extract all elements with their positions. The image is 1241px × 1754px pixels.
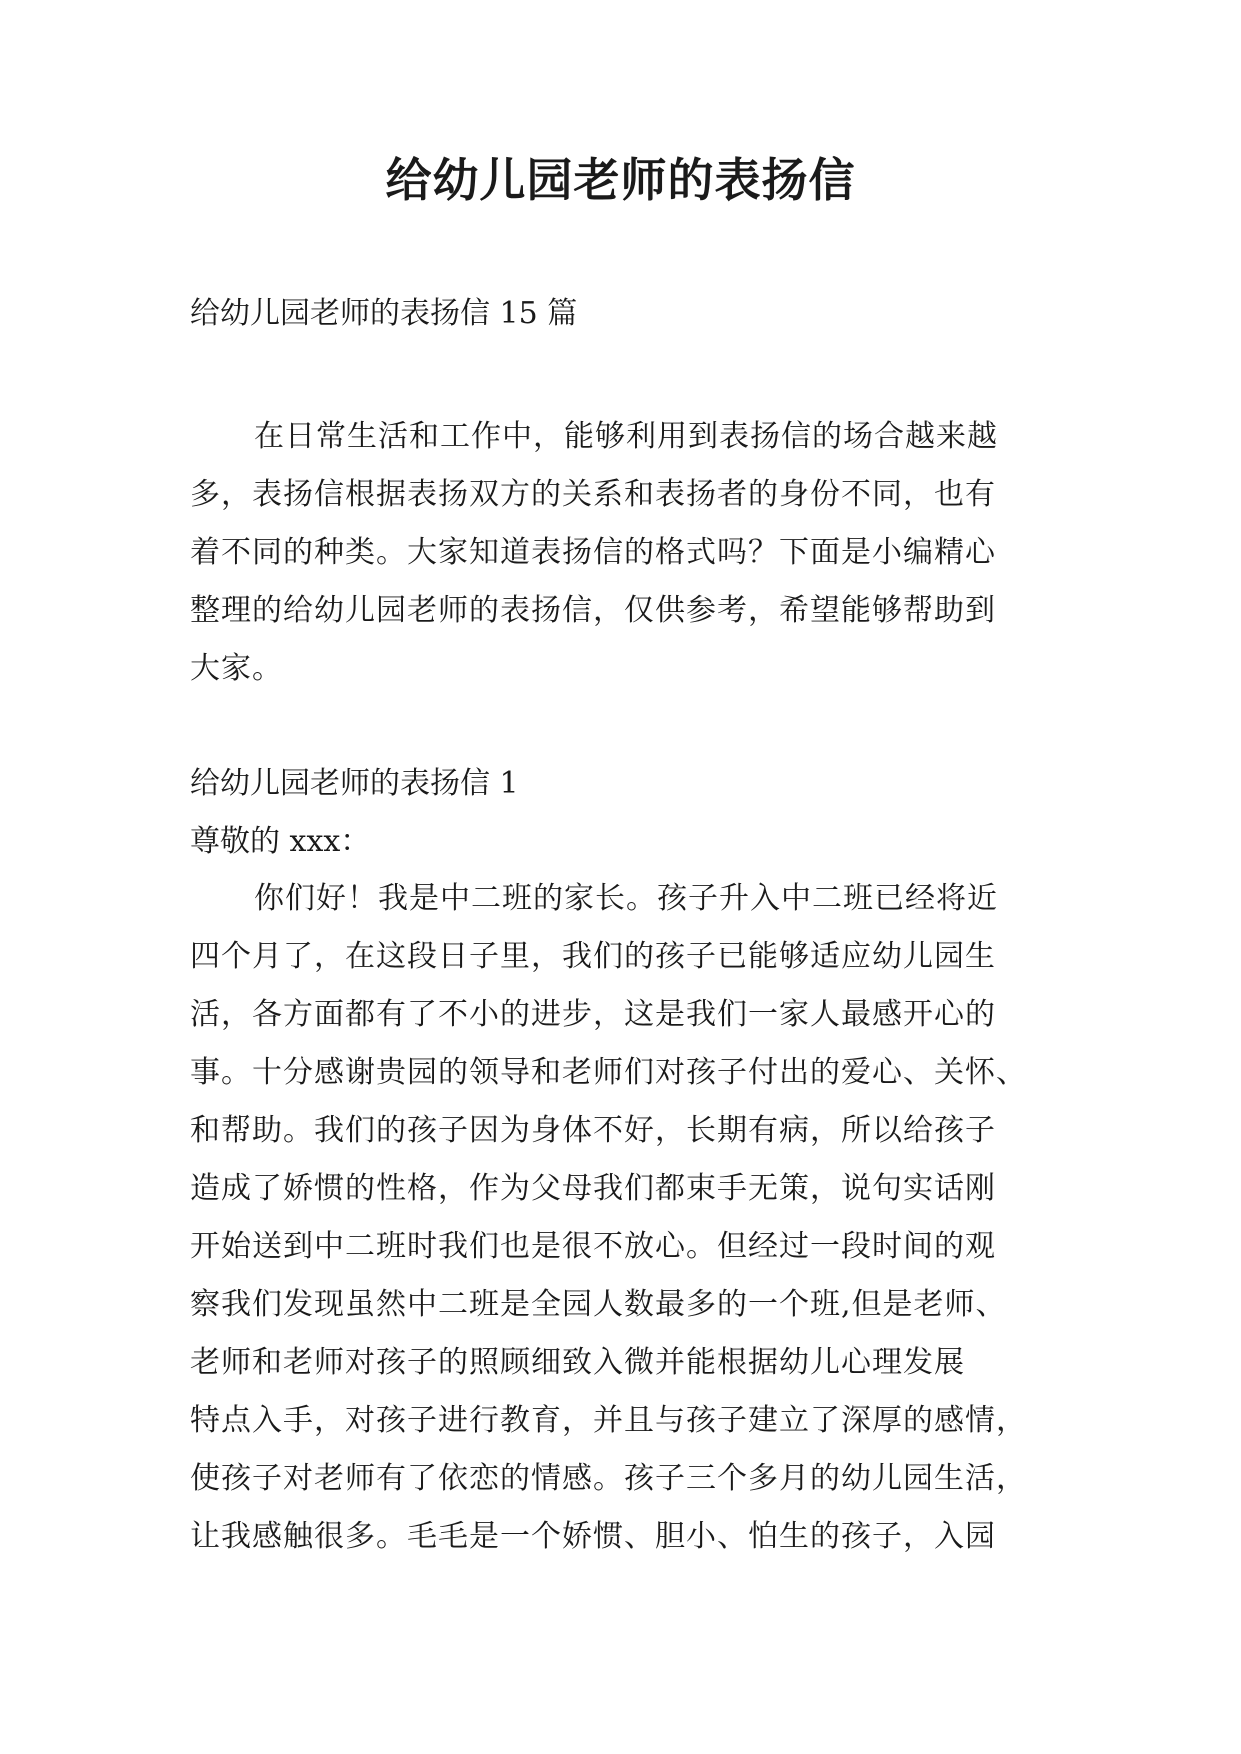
letter-line: 事。十分感谢贵园的领导和老师们对孩子付出的爱心、关怀、 <box>190 1055 1027 1090</box>
letter-line: 察我们发现虽然中二班是全园人数最多的一个班,但是老师、 <box>190 1287 1007 1322</box>
letter-line: 使孩子对老师有了依恋的情感。孩子三个多月的幼儿园生活， <box>190 1461 1027 1496</box>
document-title: 给幼儿园老师的表扬信 <box>385 153 856 207</box>
letter-line: 活，各方面都有了不小的进步，这是我们一家人最感开心的 <box>190 997 996 1032</box>
letter-line: 特点入手，对孩子进行教育，并且与孩子建立了深厚的感情， <box>190 1403 1027 1438</box>
letter-salutation: 尊敬的 xxx： <box>190 824 371 859</box>
document-subtitle: 给幼儿园老师的表扬信 15 篇 <box>190 296 578 331</box>
intro-line: 着不同的种类。大家知道表扬信的格式吗？下面是小编精心 <box>190 535 996 570</box>
letter-line: 让我感触很多。毛毛是一个娇惯、胆小、怕生的孩子，入园 <box>190 1519 996 1554</box>
letter-line: 四个月了，在这段日子里，我们的孩子已能够适应幼儿园生 <box>190 939 996 974</box>
letter-line: 开始送到中二班时我们也是很不放心。但经过一段时间的观 <box>190 1229 996 1264</box>
intro-line: 大家。 <box>190 651 283 686</box>
letter-paragraph <box>190 870 1050 1566</box>
letter-line: 和帮助。我们的孩子因为身体不好，长期有病，所以给孩子 <box>190 1113 996 1148</box>
letter-line: 你们好！我是中二班的家长。孩子升入中二班已经将近 <box>254 881 998 916</box>
letter-line: 老师和老师对孩子的照顾细致入微并能根据幼儿心理发展 <box>190 1345 965 1380</box>
letter-line: 造成了娇惯的性格，作为父母我们都束手无策，说句实话刚 <box>190 1171 996 1206</box>
intro-line: 在日常生活和工作中，能够利用到表扬信的场合越来越 <box>254 419 998 454</box>
intro-line: 多，表扬信根据表扬双方的关系和表扬者的身份不同，也有 <box>190 477 996 512</box>
intro-line: 整理的给幼儿园老师的表扬信，仅供参考，希望能够帮助到 <box>190 593 996 628</box>
intro-paragraph <box>190 408 1050 698</box>
letter-heading: 给幼儿园老师的表扬信 1 <box>190 766 519 801</box>
